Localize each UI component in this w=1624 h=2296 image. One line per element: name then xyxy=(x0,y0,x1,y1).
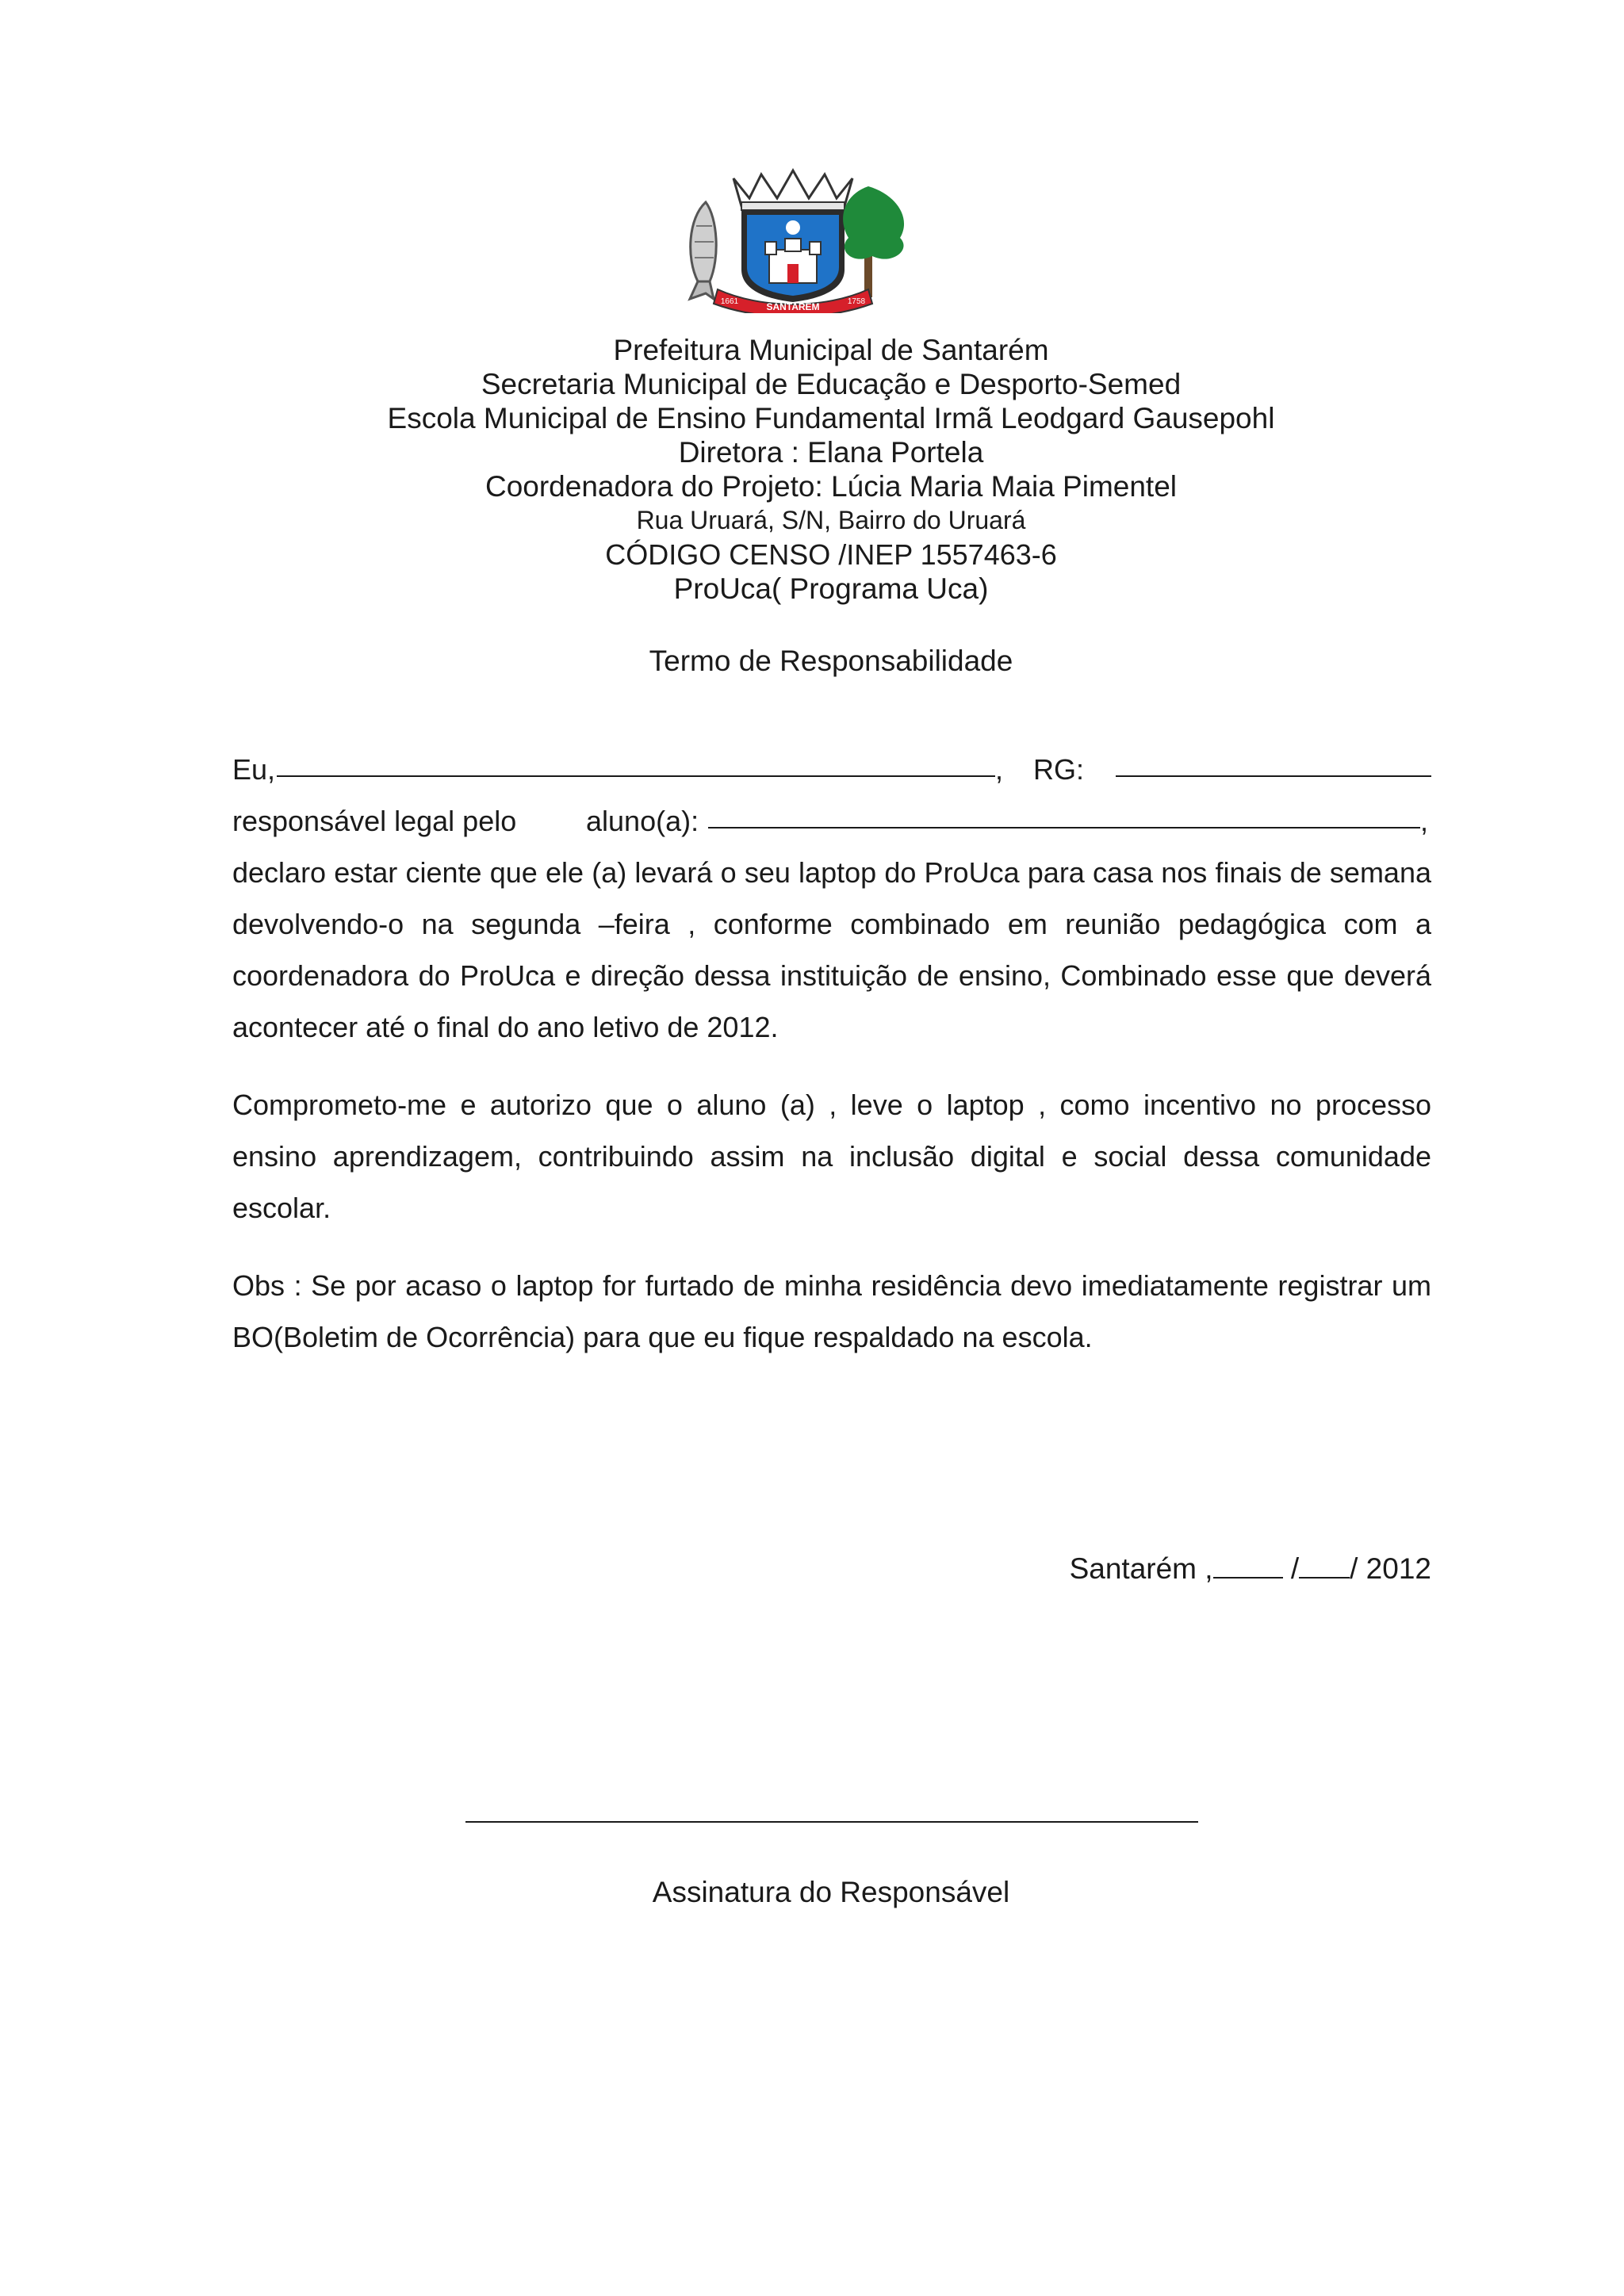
header-endereco: Rua Uruará, S/N, Bairro do Uruará xyxy=(636,506,1026,534)
name-comma: , xyxy=(995,753,1004,786)
coat-of-arms-icon xyxy=(674,163,936,313)
letterhead xyxy=(0,333,1624,606)
header-coordenadora: Coordenadora do Projeto: Lúcia Maria Maia Pimentel xyxy=(485,470,1178,503)
document-body xyxy=(232,744,1431,1363)
paragraph-compromisso: Comprometo-me e autorizo que o aluno (a) , leve o laptop , como incentivo no processo ensino aprendizagem, contribuindo assim na inclusão digital e social dessa comunidade escolar. xyxy=(232,1089,1431,1224)
day-field[interactable] xyxy=(1213,1553,1283,1578)
responsavel-label: responsável legal pelo xyxy=(232,805,517,837)
name-rg-row xyxy=(232,744,1431,795)
banner-year-right: 1758 xyxy=(847,297,866,306)
banner-year-left: 1661 xyxy=(720,297,739,306)
date-sep-1: / xyxy=(1282,1552,1300,1585)
date-line xyxy=(1070,1552,1431,1586)
paragraph-observacao: Obs : Se por acaso o laptop for furtado de minha residência devo imediatamente registrar um BO(Boletim de Ocorrência) para que eu fique respaldado na escola. xyxy=(232,1269,1431,1353)
aluno-field[interactable] xyxy=(708,827,1420,828)
signature-line[interactable] xyxy=(465,1821,1198,1823)
fish-icon xyxy=(690,202,716,299)
header-prouca: ProUca( Programa Uca) xyxy=(673,572,989,605)
crown-icon xyxy=(733,170,852,210)
banner-text: SANTARÉM xyxy=(766,301,820,312)
signature-label: Assinatura do Responsável xyxy=(652,1876,1010,1908)
header-diretora: Diretora : Elana Portela xyxy=(678,436,984,469)
name-field[interactable] xyxy=(277,775,995,777)
aluno-label: aluno(a): xyxy=(586,805,699,837)
date-city: Santarém , xyxy=(1069,1552,1213,1585)
header-prefeitura: Prefeitura Municipal de Santarém xyxy=(613,334,1049,366)
paragraph-declaracao: declaro estar ciente que ele (a) levará o seu laptop do ProUca para casa nos finais de semana devolvendo-o na segunda –feira , conforme combinado em reunião pedagógica com a coordenadora do ProUca e direção dessa instituição de ensino, Combinado esse que deverá acontecer até o final do ano letivo de 2012. xyxy=(232,856,1431,1043)
eu-label: Eu, xyxy=(232,753,276,786)
date-sep-2: / 2012 xyxy=(1350,1552,1431,1585)
aluno-row xyxy=(232,795,1431,847)
aluno-comma: , xyxy=(1420,805,1429,837)
document-title: Termo de Responsabilidade xyxy=(649,645,1013,677)
header-secretaria: Secretaria Municipal de Educação e Desporto-Semed xyxy=(481,368,1182,400)
shield-icon xyxy=(741,210,845,302)
header-codigo-censo: CÓDIGO CENSO /INEP 1557463-6 xyxy=(605,538,1057,571)
header-escola: Escola Municipal de Ensino Fundamental Irmã Leodgard Gausepohl xyxy=(387,402,1275,434)
month-field[interactable] xyxy=(1299,1553,1350,1578)
rg-label: RG: xyxy=(1033,753,1085,786)
tree-icon xyxy=(843,186,904,297)
rg-field[interactable] xyxy=(1116,775,1431,777)
